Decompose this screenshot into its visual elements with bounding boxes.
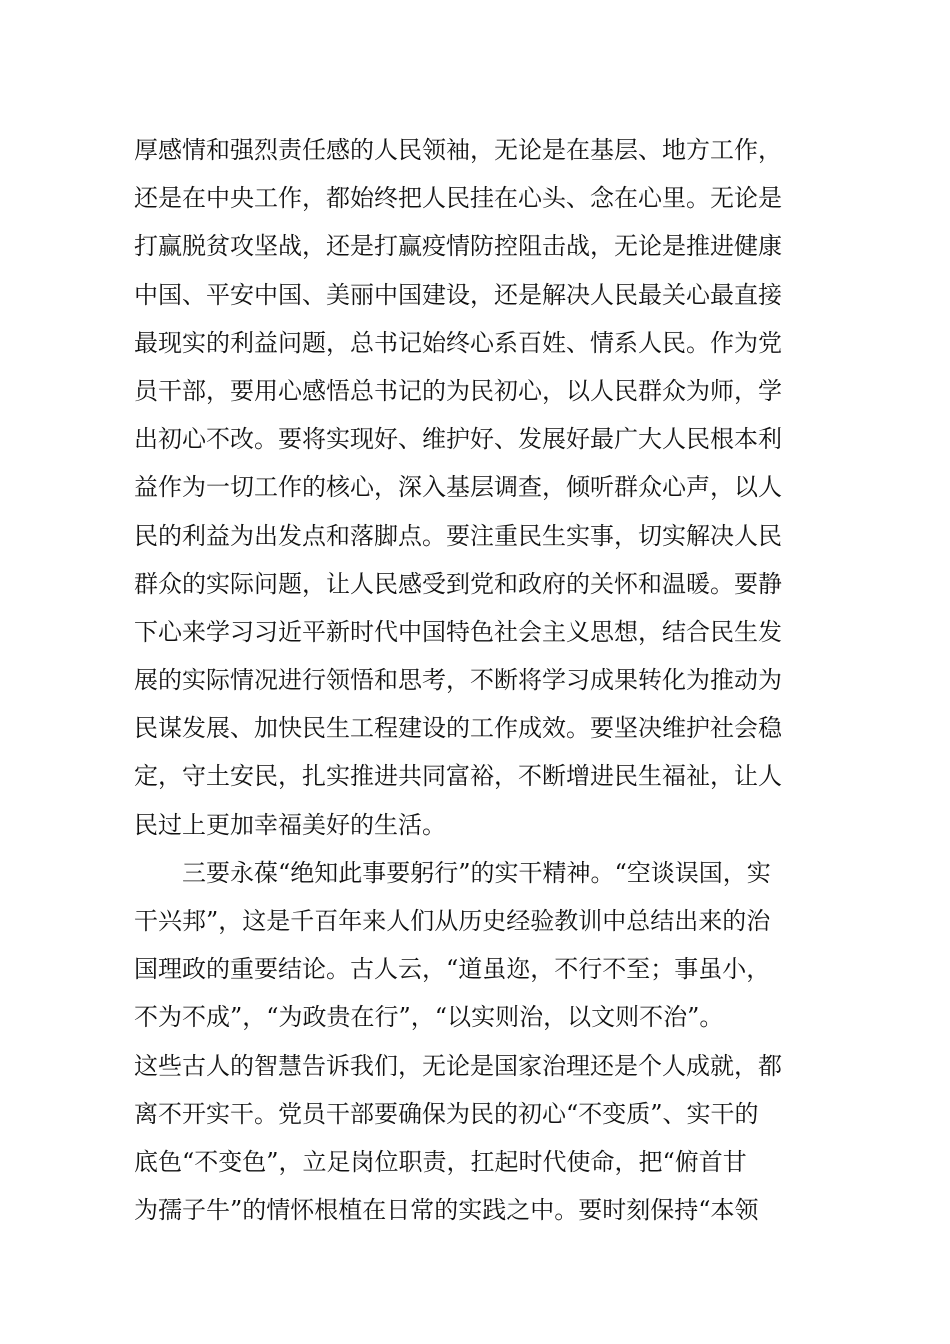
text-line: 三要永葆“绝知此事要躬行”的实干精神。“空谈误国，实 <box>134 858 771 887</box>
body-text <box>134 126 834 1234</box>
text-line: 中国、平安中国、美丽中国建设，还是解决人民最关心最直接 <box>134 280 782 309</box>
text-line: 民过上更加幸福美好的生活。 <box>134 810 446 839</box>
text-line: 打赢脱贫攻坚战，还是打赢疫情防控阻击战，无论是推进健康 <box>134 232 782 261</box>
text-line: 民的利益为出发点和落脚点。要注重民生实事，切实解决人民 <box>134 521 782 550</box>
text-line: 这些古人的智慧告诉我们，无论是国家治理还是个人成就，都 <box>134 1051 782 1080</box>
text-line: 下心来学习习近平新时代中国特色社会主义思想，结合民生发 <box>134 617 782 646</box>
text-line: 民谋发展、加快民生工程建设的工作成效。要坚决维护社会稳 <box>134 714 782 743</box>
text-line: 干兴邦”，这是千百年来人们从历史经验教训中总结出来的治 <box>134 907 771 935</box>
text-line: 还是在中央工作，都始终把人民挂在心头、念在心里。无论是 <box>134 184 782 213</box>
text-line: 出初心不改。要将实现好、维护好、发展好最广大人民根本利 <box>134 425 782 454</box>
text-line: 定，守土安民，扎实推进共同富裕，不断增进民生福祉，让人 <box>134 762 782 791</box>
text-line: 益作为一切工作的核心，深入基层调查，倾听群众心声，以人 <box>134 473 782 502</box>
text-line: 最现实的利益问题，总书记始终心系百姓、情系人民。作为党 <box>134 328 782 357</box>
text-line: 底色“不变色”，立足岗位职责，扛起时代使命，把“俯首甘 <box>134 1147 747 1176</box>
text-line: 员干部，要用心感悟总书记的为民初心，以人民群众为师，学 <box>134 376 782 405</box>
text-line: 离不开实干。党员干部要确保为民的初心“不变质”、实干的 <box>134 1099 759 1128</box>
text-line: 群众的实际问题，让人民感受到党和政府的关怀和温暖。要静 <box>134 569 782 598</box>
text-line: 展的实际情况进行领悟和思考，不断将学习成果转化为推动为 <box>134 666 782 695</box>
text-line: 国理政的重要结论。古人云，“道虽迩，不行不至；事虽小， <box>134 955 771 984</box>
text-line: 厚感情和强烈责任感的人民领袖，无论是在基层、地方工作， <box>134 136 782 164</box>
text-line: 为孺子牛”的情怀根植在日常的实践之中。要时刻保持“本领 <box>134 1196 759 1225</box>
text-line: 不为不成”，“为政贵在行”，“以实则治，以文则不治”。 <box>134 1003 724 1032</box>
